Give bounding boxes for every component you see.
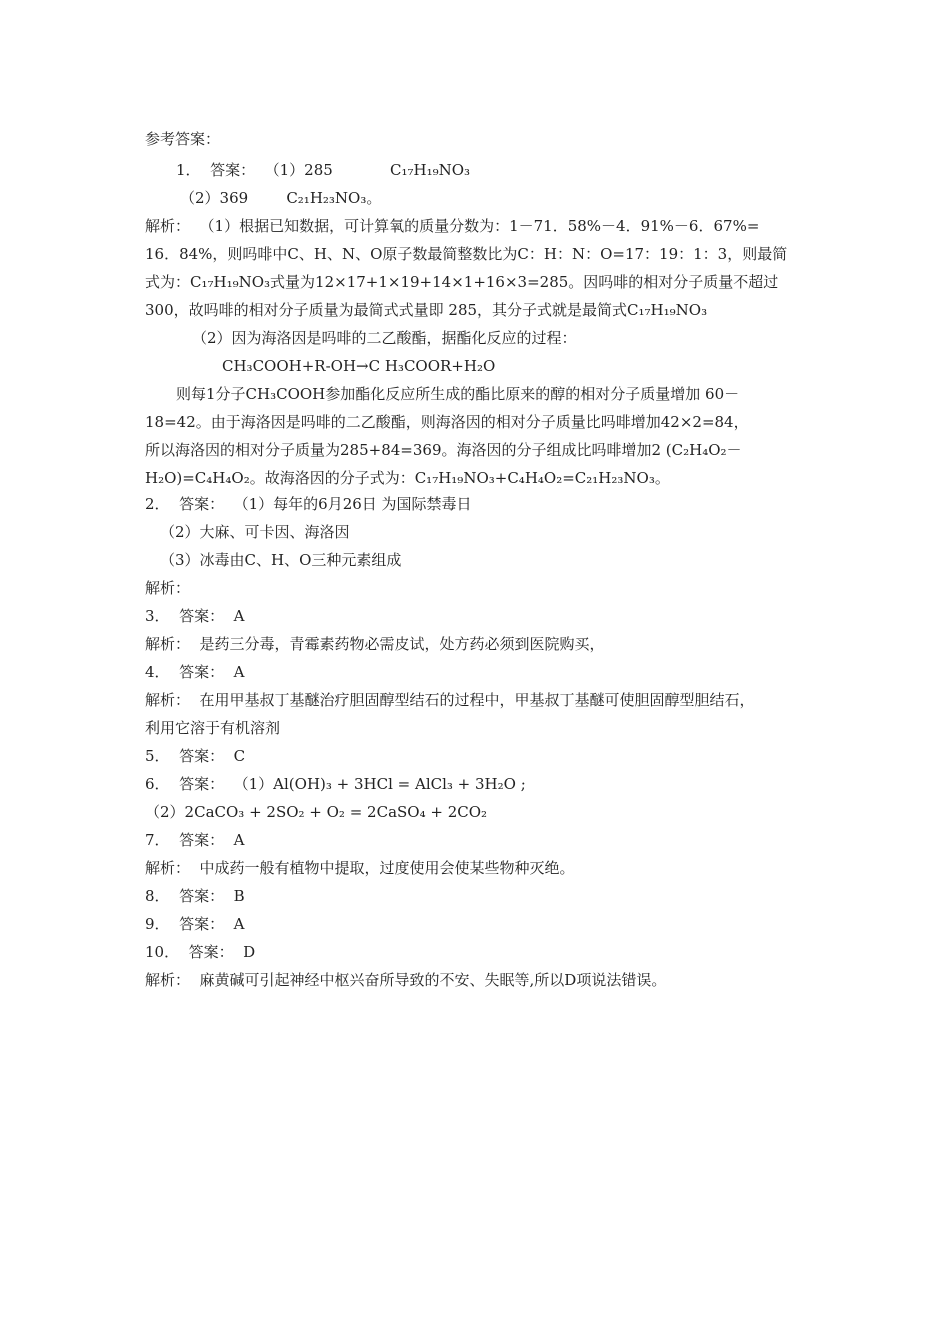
text-line: 300，故吗啡的相对分子质量为最简式式量即 285，其分子式就是最简式C₁₇H₁₉NO₃: [145, 301, 708, 319]
text-line: （2）大麻、可卡因、海洛因: [160, 523, 350, 541]
text-line: （2）369 C₂₁H₂₃NO₃。: [180, 189, 382, 207]
text-line: 3． 答案： A: [145, 607, 245, 625]
text-line: 解析： 在用甲基叔丁基醚治疗胆固醇型结石的过程中，甲基叔丁基醚可使胆固醇型胆结石，: [145, 691, 755, 709]
text-line: 16．84%，则吗啡中C、H、N、O原子数最简整数比为C：H：N：O=17：19：1：3，则最简: [145, 245, 788, 263]
text-line: 4． 答案： A: [145, 663, 245, 681]
text-line: 则每1分子CH₃COOH参加酯化反应所生成的酯比原来的醇的相对分子质量增加 60－: [176, 385, 740, 403]
text-line: 利用它溶于有机溶剂: [145, 719, 281, 737]
text-line: 5． 答案： C: [145, 747, 246, 765]
text-line: 1． 答案： （1）285 C₁₇H₁₉NO₃: [176, 161, 471, 179]
text-line: 7． 答案： A: [145, 831, 245, 849]
text-line: （2）因为海洛因是吗啡的二乙酸酯，据酯化反应的过程：: [192, 329, 577, 347]
text-line: CH₃COOH+R-OH→C H₃COOR+H₂O: [222, 357, 496, 375]
text-line: 9． 答案： A: [145, 915, 245, 933]
text-line: （2）2CaCO₃ + 2SO₂ + O₂ = 2CaSO₄ + 2CO₂: [145, 803, 488, 821]
text-line: H₂O)=C₄H₄O₂。故海洛因的分子式为：C₁₇H₁₉NO₃+C₄H₄O₂=C₂₁H₂₃NO₃。: [145, 469, 670, 487]
text-line: 所以海洛因的相对分子质量为285+84=369。海洛因的分子组成比吗啡增加2 (C₂H₄O₂－: [145, 441, 742, 459]
text-line: 解析： 是药三分毒，青霉素药物必需皮试，处方药必须到医院购买，: [145, 635, 605, 653]
text-line: 解析： （1）根据已知数据，可计算氧的质量分数为：1－71．58%－4．91%－6．67%=: [145, 217, 760, 235]
text-line: 解析： 中成药一般有植物中提取，过度使用会使某些物种灭绝。: [145, 859, 575, 877]
text-line: 10． 答案： D: [145, 943, 256, 961]
text-line: 6． 答案： （1）Al(OH)₃ + 3HCl = AlCl₃ + 3H₂O ;: [145, 775, 526, 793]
text-line: 18=42。由于海洛因是吗啡的二乙酸酯，则海洛因的相对分子质量比吗啡增加42×2=84，: [145, 413, 749, 431]
text-line: 解析：: [145, 579, 191, 597]
text-line: 解析： 麻黄碱可引起神经中枢兴奋所导致的不安、失眠等,所以D项说法错误。: [145, 971, 667, 989]
page-heading: 参考答案：: [145, 130, 221, 148]
text-line: （3）冰毒由C、H、O三种元素组成: [160, 551, 402, 569]
text-line: 2． 答案： （1）每年的6月26日 为国际禁毒日: [145, 495, 472, 513]
text-line: 式为：C₁₇H₁₉NO₃式量为12×17+1×19+14×1+16×3=285。因吗啡的相对分子质量不超过: [145, 273, 779, 291]
text-line: 8． 答案： B: [145, 887, 245, 905]
